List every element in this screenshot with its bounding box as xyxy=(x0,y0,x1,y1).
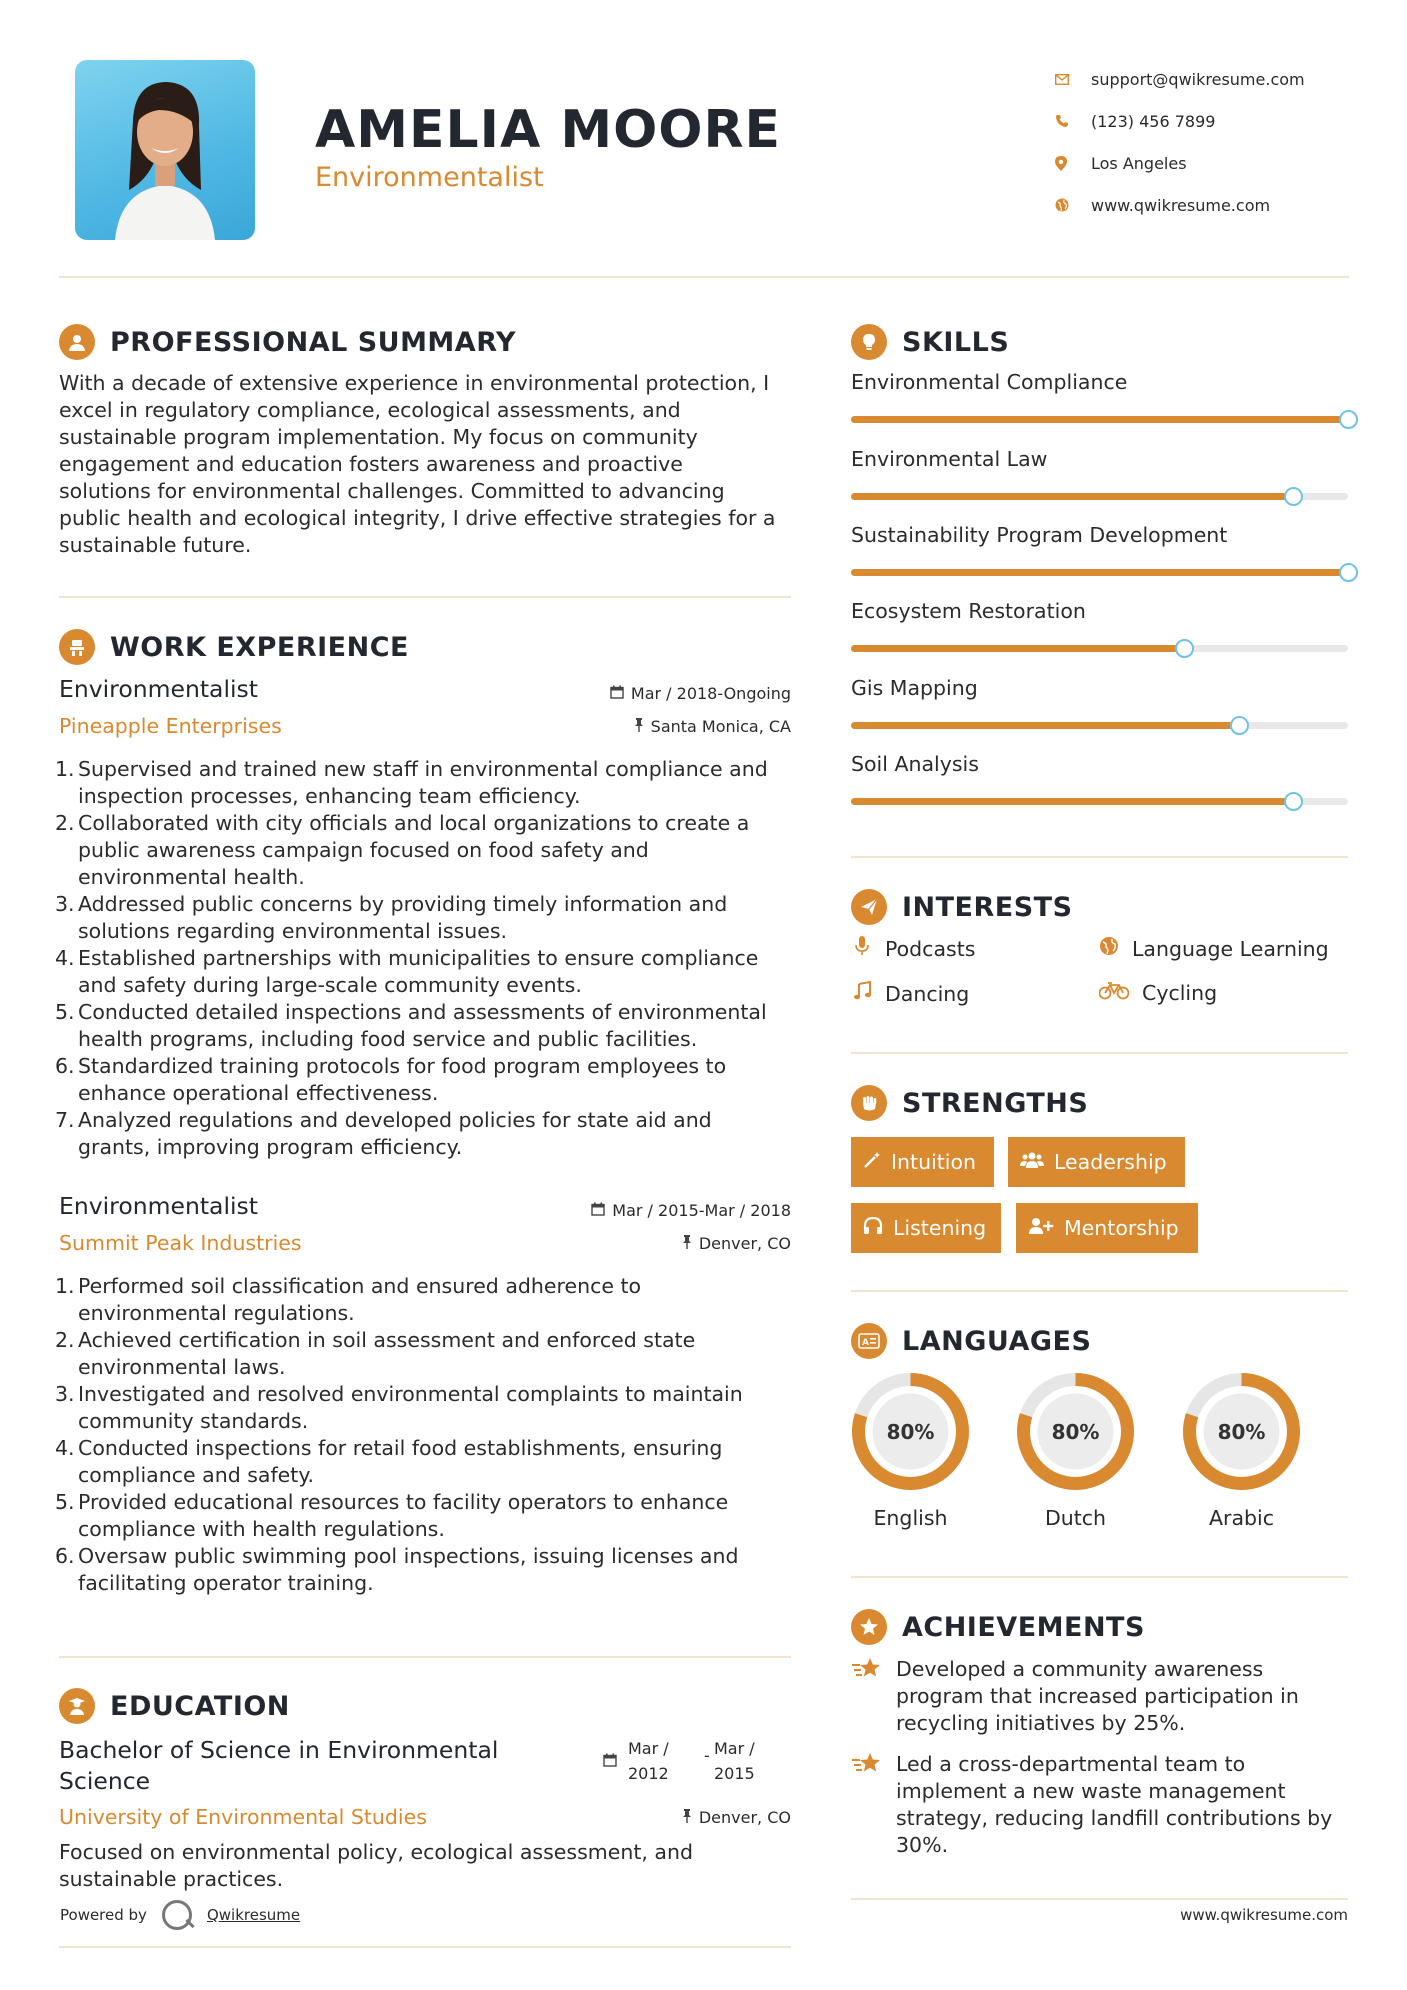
map-pin-icon xyxy=(634,718,644,736)
language-name: English xyxy=(873,1506,948,1530)
skill-fill xyxy=(851,798,1293,805)
skills-divider xyxy=(851,856,1348,858)
summary-divider xyxy=(59,596,791,598)
language-name: Arabic xyxy=(1209,1506,1274,1530)
language-ring xyxy=(1179,1369,1304,1494)
skill-fill xyxy=(851,416,1348,423)
profile-photo xyxy=(75,60,255,240)
contact-email[interactable]: support@qwikresume.com xyxy=(1055,58,1355,100)
skill-fill xyxy=(851,569,1348,576)
star-icon xyxy=(851,1751,896,1859)
language-ring xyxy=(1013,1369,1138,1494)
skill-fill xyxy=(851,645,1184,652)
edu-start-date: Mar / 2012 xyxy=(628,1739,669,1783)
skill-name: Environmental Compliance xyxy=(851,370,1128,394)
bicycle-icon xyxy=(1098,982,1130,1005)
skill-bar xyxy=(851,722,1348,729)
job-2-dates: Mar / 2015-Mar / 2018 xyxy=(500,1201,791,1220)
interests-heading: INTERESTS xyxy=(851,889,1073,925)
user-plus-icon xyxy=(1028,1217,1054,1240)
achievements-heading: ACHIEVEMENTS xyxy=(851,1609,1145,1645)
users-icon xyxy=(1020,1151,1044,1174)
achievement-item: Led a cross-departmental team to implement a new waste management strategy, reducing landfill contributions by 30%. xyxy=(851,1751,1348,1859)
user-icon xyxy=(59,324,95,360)
list-item: 1. Supervised and trained new staff in environmental compliance and inspection processes, enhancing team efficiency. xyxy=(55,757,768,808)
magic-wand-icon xyxy=(863,1151,881,1174)
map-pin-icon xyxy=(682,1235,692,1253)
job-1-duties xyxy=(55,756,800,1161)
headphones-icon xyxy=(863,1217,883,1240)
language-card-icon xyxy=(851,1323,887,1359)
summary-heading: PROFESSIONAL SUMMARY xyxy=(59,324,516,360)
strengths-divider xyxy=(851,1290,1348,1292)
graduation-icon xyxy=(59,1688,95,1724)
list-item: 7. Analyzed regulations and developed policies for state aid and grants, improving program efficiency. xyxy=(55,1108,712,1159)
list-item: 4. Conducted inspections for retail food establishments, ensuring compliance and safety. xyxy=(55,1436,723,1487)
footer-website[interactable]: www.qwikresume.com xyxy=(1180,1906,1348,1924)
list-item: 6. Oversaw public swimming pool inspections, issuing licenses and facilitating operator training. xyxy=(55,1544,739,1595)
job-2-duties xyxy=(55,1273,800,1597)
list-item: 1. Performed soil classification and ensured adherence to environmental regulations. xyxy=(55,1274,642,1325)
candidate-title: Environmentalist xyxy=(315,162,544,193)
skill-knob xyxy=(1175,639,1194,658)
location-pin-icon xyxy=(1055,156,1091,171)
skill-fill xyxy=(851,722,1239,729)
list-item: 4. Established partnerships with municipalities to ensure compliance and safety during large-scale community events. xyxy=(55,946,759,997)
list-item: 5. Conducted detailed inspections and assessments of environmental health programs, including food service and public facilities. xyxy=(55,1000,767,1051)
powered-by: Powered by Qwikresume xyxy=(60,1900,300,1930)
job-2-title: Environmentalist xyxy=(59,1192,258,1220)
language-arabic xyxy=(1179,1369,1304,1530)
achievements-divider xyxy=(851,1898,1348,1900)
skill-knob xyxy=(1339,410,1358,429)
interest-cycling: Cycling xyxy=(1098,981,1217,1005)
job-2-location: Denver, CO xyxy=(500,1234,791,1253)
job-1-title: Environmentalist xyxy=(59,675,258,703)
star-badge-icon xyxy=(851,1609,887,1645)
edu-date-separator: - xyxy=(704,1746,710,1765)
contact-location: Los Angeles xyxy=(1055,142,1355,184)
job-1-company: Pineapple Enterprises xyxy=(59,714,282,738)
brand-link[interactable]: Qwikresume xyxy=(206,1906,301,1924)
languages-divider xyxy=(851,1576,1348,1578)
edu-location: Denver, CO xyxy=(500,1808,791,1827)
strengths-heading: STRENGTHS xyxy=(851,1085,1088,1121)
work-divider xyxy=(59,1656,791,1658)
contact-list xyxy=(1055,58,1355,226)
microphone-icon xyxy=(851,936,873,961)
strength-listening: Listening xyxy=(851,1203,1001,1253)
skill-name: Ecosystem Restoration xyxy=(851,599,1086,623)
education-heading: EDUCATION xyxy=(59,1688,290,1724)
list-item: 3. Addressed public concerns by providing timely information and solutions regarding environmental issues. xyxy=(55,892,728,943)
summary-text: With a decade of extensive experience in environmental protection, I excel in regulatory compliance, ecological assessments, and sustainable program implementation. My focus on community engagement and education fosters awareness and proactive solutions for environmental challenges. Committed to advancing public health and ecological integrity, I drive effective strategies for a sustainable future. xyxy=(59,371,776,557)
job-1-location: Santa Monica, CA xyxy=(500,717,791,736)
language-dutch xyxy=(1013,1369,1138,1530)
language-percent: 80% xyxy=(886,1420,935,1444)
header-divider xyxy=(59,276,1349,278)
strength-mentorship: Mentorship xyxy=(1016,1203,1198,1253)
music-note-icon xyxy=(851,981,873,1006)
degree-title: Bachelor of Science in Environmental Science xyxy=(59,1736,499,1795)
school-name: University of Environmental Studies xyxy=(59,1805,427,1829)
languages-heading: A LANGUAGES xyxy=(851,1323,1091,1359)
skill-name: Gis Mapping xyxy=(851,676,978,700)
interest-dancing: Dancing xyxy=(851,981,969,1006)
edu-end-date: Mar / 2015 xyxy=(714,1739,755,1783)
footer-divider-left xyxy=(59,1946,791,1948)
language-ring xyxy=(848,1369,973,1494)
skill-knob xyxy=(1284,792,1303,811)
skills-heading: SKILLS xyxy=(851,324,1009,360)
qwikresume-logo-icon xyxy=(162,1900,192,1930)
skill-bar xyxy=(851,416,1348,423)
language-percent: 80% xyxy=(1217,1420,1266,1444)
fist-icon xyxy=(851,1085,887,1121)
language-percent: 80% xyxy=(1051,1420,1100,1444)
calendar-icon xyxy=(603,1752,617,1771)
achievement-item: Developed a community awareness program that increased participation in recycling initiatives by 25%. xyxy=(851,1656,1348,1737)
contact-website[interactable]: www.qwikresume.com xyxy=(1055,184,1355,226)
lightbulb-icon xyxy=(851,324,887,360)
globe-icon xyxy=(1098,936,1120,961)
skill-bar xyxy=(851,645,1348,652)
list-item: 2. Collaborated with city officials and local organizations to create a public awareness campaign focused on food safety and environmental health. xyxy=(55,811,750,889)
portrait-image xyxy=(75,60,255,240)
list-item: 5. Provided educational resources to facility operators to enhance compliance with health regulations. xyxy=(55,1490,729,1541)
svg-text:A: A xyxy=(862,1338,869,1348)
skill-name: Sustainability Program Development xyxy=(851,523,1228,547)
contact-phone[interactable]: (123) 456 7899 xyxy=(1055,100,1355,142)
language-english xyxy=(848,1369,973,1530)
job-2-company: Summit Peak Industries xyxy=(59,1231,302,1255)
calendar-icon xyxy=(610,685,624,703)
strength-intuition: Intuition xyxy=(851,1137,994,1187)
interest-podcasts: Podcasts xyxy=(851,936,975,961)
edu-description: Focused on environmental policy, ecological assessment, and sustainable practices. xyxy=(59,1840,693,1891)
calendar-icon xyxy=(591,1202,605,1220)
work-heading: WORK EXPERIENCE xyxy=(59,629,409,665)
list-item: 3. Investigated and resolved environmental complaints to maintain community standards. xyxy=(55,1382,743,1433)
interest-language-learning: Language Learning xyxy=(1098,936,1329,961)
skill-bar xyxy=(851,569,1348,576)
interests-divider xyxy=(851,1052,1348,1054)
skill-knob xyxy=(1230,716,1249,735)
skill-bar xyxy=(851,493,1348,500)
envelope-icon xyxy=(1055,74,1091,85)
map-pin-icon xyxy=(682,1809,692,1827)
skill-bar xyxy=(851,798,1348,805)
skill-fill xyxy=(851,493,1293,500)
list-item: 2. Achieved certification in soil assessment and enforced state environmental laws. xyxy=(55,1328,696,1379)
briefcase-icon xyxy=(59,629,95,665)
star-icon xyxy=(851,1656,896,1737)
phone-icon xyxy=(1055,114,1091,128)
candidate-name: AMELIA MOORE xyxy=(315,100,782,160)
skill-name: Soil Analysis xyxy=(851,752,979,776)
job-1-dates: Mar / 2018-Ongoing xyxy=(500,684,791,703)
language-name: Dutch xyxy=(1044,1506,1107,1530)
skill-knob xyxy=(1284,487,1303,506)
list-item: 6. Standardized training protocols for food program employees to enhance operational effectiveness. xyxy=(55,1054,727,1105)
skill-name: Environmental Law xyxy=(851,447,1048,471)
skill-knob xyxy=(1339,563,1358,582)
paper-plane-icon xyxy=(851,889,887,925)
strength-leadership: Leadership xyxy=(1008,1137,1185,1187)
globe-icon xyxy=(1055,198,1091,212)
